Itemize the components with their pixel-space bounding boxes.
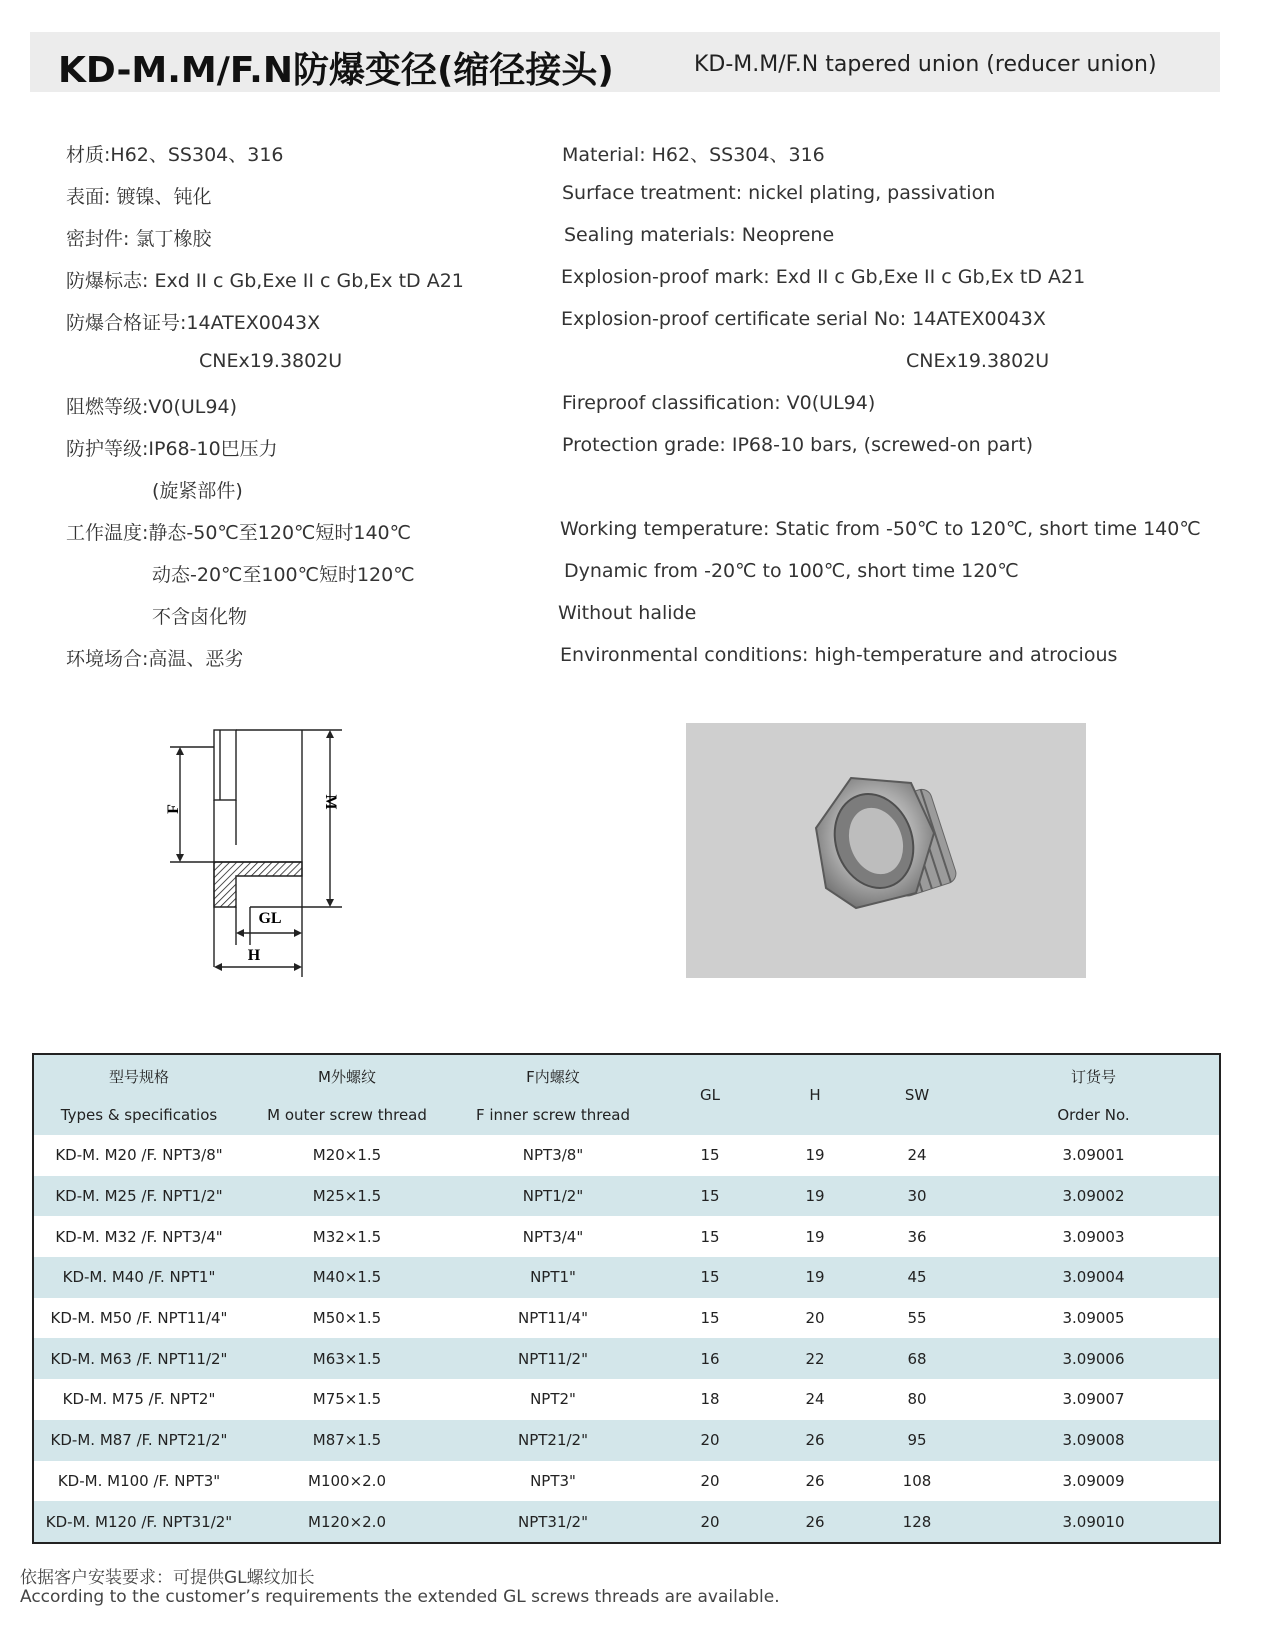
table-row <box>34 1338 1219 1379</box>
label-m: M <box>322 794 339 810</box>
cell-f-thread: NPT3" <box>530 1471 576 1490</box>
cell-type: KD-M. M100 /F. NPT3" <box>57 1471 221 1490</box>
cell-type: KD-M. M32 /F. NPT3/4" <box>55 1227 223 1246</box>
spec-en-seal: Sealing materials: Neoprene <box>564 224 835 246</box>
cell-f-thread: NPT11/2" <box>517 1349 588 1368</box>
col-header-type <box>34 1055 244 1135</box>
cell-h: 26 <box>805 1512 825 1531</box>
footer-note-cn: 依据客户安装要求：可提供GL螺纹加长 <box>20 1568 315 1588</box>
cell-sw: 55 <box>907 1309 927 1328</box>
cell-sw: 36 <box>907 1227 927 1246</box>
cell-sw: 45 <box>907 1268 927 1287</box>
table-row <box>34 1501 1219 1542</box>
cell-order-no: 3.09001 <box>1062 1146 1125 1165</box>
spec-cn-halide: 不含卤化物 <box>152 606 248 628</box>
cell-order-no: 3.09003 <box>1062 1227 1125 1246</box>
cell-sw: 95 <box>907 1431 927 1450</box>
spec-en-protection: Protection grade: IP68-10 bars, (screwed-on part) <box>562 434 1034 456</box>
spec-en-explosion-mark: Explosion-proof mark: Exd II c Gb,Exe II c Gb,Ex tD A21 <box>561 266 1086 288</box>
page-subtitle: KD-M.M/F.N tapered union (reducer union) <box>694 52 1157 77</box>
col-header-f-thread-en: F inner screw thread <box>475 1106 631 1124</box>
spec-cn-certificate-2: CNEx19.3802U <box>199 350 343 372</box>
cell-h: 22 <box>805 1349 825 1368</box>
col-header-m-thread-zh: M外螺纹 <box>318 1068 376 1086</box>
label-f: F <box>165 804 182 814</box>
cell-gl: 16 <box>700 1349 720 1368</box>
cell-sw: 68 <box>907 1349 927 1368</box>
label-gl: GL <box>258 910 282 927</box>
spec-en-certificate-2: CNEx19.3802U <box>906 350 1050 372</box>
cell-order-no: 3.09008 <box>1062 1431 1125 1450</box>
spec-en-halide: Without halide <box>558 602 697 624</box>
page-title: KD-M.M/F.N防爆变径(缩径接头) <box>58 50 614 91</box>
col-header-h: H <box>809 1086 821 1104</box>
cell-order-no: 3.09002 <box>1062 1187 1125 1206</box>
spec-en-certificate: Explosion-proof certificate serial No: 14ATEX0043X <box>561 308 1046 330</box>
table-header-row <box>34 1055 1219 1135</box>
cell-h: 20 <box>805 1309 825 1328</box>
spec-en-material: Material: H62、SS304、316 <box>562 144 825 166</box>
spec-en-surface: Surface treatment: nickel plating, passivation <box>562 182 996 204</box>
cell-order-no: 3.09010 <box>1062 1512 1125 1531</box>
cell-f-thread: NPT1/2" <box>522 1187 584 1206</box>
cell-type: KD-M. M40 /F. NPT1" <box>62 1268 216 1287</box>
spec-table <box>32 1053 1221 1544</box>
cell-f-thread: NPT3/8" <box>522 1146 584 1165</box>
spec-cn-explosion-mark: 防爆标志: Exd II c Gb,Exe II c Gb,Ex tD A21 <box>66 270 464 292</box>
table-row <box>34 1379 1219 1420</box>
cell-type: KD-M. M87 /F. NPT21/2" <box>50 1431 228 1450</box>
col-header-sw: SW <box>904 1086 930 1104</box>
dimension-drawing <box>150 715 350 985</box>
cell-order-no: 3.09007 <box>1062 1390 1125 1409</box>
table-row <box>34 1135 1219 1176</box>
cell-m-thread: M75×1.5 <box>312 1390 382 1409</box>
footer-note-en: According to the customer’s requirements the extended GL screws threads are available. <box>20 1587 780 1607</box>
cell-f-thread: NPT11/4" <box>517 1309 588 1328</box>
dimension-arrows <box>176 730 334 971</box>
cell-sw: 128 <box>902 1512 932 1531</box>
spec-en-temperature-2: Dynamic from -20℃ to 100℃, short time 120℃ <box>564 560 1019 582</box>
spec-cn-surface: 表面: 镀镍、钝化 <box>66 186 212 208</box>
cell-gl: 15 <box>700 1187 720 1206</box>
spec-cn-protection-2: (旋紧部件) <box>152 480 243 502</box>
cell-type: KD-M. M75 /F. NPT2" <box>62 1390 216 1409</box>
cell-h: 26 <box>805 1431 825 1450</box>
spec-cn-temperature: 工作温度:静态-50℃至120℃短时140℃ <box>66 522 411 544</box>
cell-h: 19 <box>805 1268 825 1287</box>
cell-h: 24 <box>805 1390 825 1409</box>
cell-sw: 24 <box>907 1146 927 1165</box>
cell-type: KD-M. M25 /F. NPT1/2" <box>55 1187 223 1206</box>
cell-gl: 15 <box>700 1146 720 1165</box>
dimension-drawing-svg <box>150 715 350 985</box>
table-row <box>34 1461 1219 1502</box>
cell-f-thread: NPT1" <box>530 1268 576 1287</box>
spec-en-environment: Environmental conditions: high-temperature and atrocious <box>560 644 1118 666</box>
cell-h: 19 <box>805 1146 825 1165</box>
cell-type: KD-M. M20 /F. NPT3/8" <box>55 1146 223 1165</box>
product-photo <box>686 723 1086 978</box>
spec-en-fireproof: Fireproof classification: V0(UL94) <box>562 392 876 414</box>
cell-f-thread: NPT21/2" <box>517 1431 588 1450</box>
cell-m-thread: M63×1.5 <box>312 1349 382 1368</box>
table-row <box>34 1216 1219 1257</box>
spec-cn-material: 材质:H62、SS304、316 <box>66 144 284 166</box>
cell-h: 19 <box>805 1187 825 1206</box>
cell-m-thread: M32×1.5 <box>312 1227 382 1246</box>
spec-cn-certificate: 防爆合格证号:14ATEX0043X <box>66 312 321 334</box>
col-header-f-thread-zh: F内螺纹 <box>526 1068 580 1086</box>
hatched-section <box>214 862 302 907</box>
label-h: H <box>247 947 261 964</box>
cell-order-no: 3.09006 <box>1062 1349 1125 1368</box>
cell-m-thread: M25×1.5 <box>312 1187 382 1206</box>
spec-cn-fireproof: 阻燃等级:V0(UL94) <box>66 396 237 418</box>
spec-cn-environment: 环境场合:高温、恶劣 <box>66 648 244 670</box>
cell-sw: 80 <box>907 1390 927 1409</box>
col-header-f-thread <box>450 1055 656 1135</box>
cell-f-thread: NPT3/4" <box>522 1227 584 1246</box>
reducer-union-image <box>686 723 1086 978</box>
cell-gl: 15 <box>700 1309 720 1328</box>
table-row <box>34 1420 1219 1461</box>
col-header-order-no <box>968 1055 1219 1135</box>
cell-m-thread: M20×1.5 <box>312 1146 382 1165</box>
cell-sw: 108 <box>902 1471 932 1490</box>
cell-order-no: 3.09005 <box>1062 1309 1125 1328</box>
cell-gl: 20 <box>700 1471 720 1490</box>
drawing-outline <box>170 730 342 977</box>
cell-order-no: 3.09009 <box>1062 1471 1125 1490</box>
table-row <box>34 1176 1219 1217</box>
col-header-gl: GL <box>700 1086 720 1104</box>
cell-h: 19 <box>805 1227 825 1246</box>
spec-cn-protection: 防护等级:IP68-10巴压力 <box>66 438 278 460</box>
col-header-order-no-zh: 订货号 <box>1070 1068 1116 1086</box>
cell-gl: 20 <box>700 1512 720 1531</box>
cell-type: KD-M. M50 /F. NPT11/4" <box>50 1309 228 1328</box>
cell-gl: 20 <box>700 1431 720 1450</box>
cell-f-thread: NPT31/2" <box>517 1512 588 1531</box>
cell-gl: 15 <box>700 1227 720 1246</box>
cell-m-thread: M87×1.5 <box>312 1431 382 1450</box>
title-bar <box>30 32 1220 92</box>
col-header-m-thread <box>244 1055 450 1135</box>
cell-f-thread: NPT2" <box>530 1390 576 1409</box>
cell-m-thread: M40×1.5 <box>312 1268 382 1287</box>
cell-order-no: 3.09004 <box>1062 1268 1125 1287</box>
cell-gl: 18 <box>700 1390 720 1409</box>
col-header-type-zh: 型号规格 <box>108 1068 169 1086</box>
cell-sw: 30 <box>907 1187 927 1206</box>
table-row <box>34 1298 1219 1339</box>
col-header-m-thread-en: M outer screw thread <box>267 1106 427 1124</box>
table-row <box>34 1257 1219 1298</box>
cell-type: KD-M. M120 /F. NPT31/2" <box>45 1512 233 1531</box>
spec-cn-temperature-2: 动态-20℃至100℃短时120℃ <box>152 564 415 586</box>
spec-cn-seal: 密封件: 氯丁橡胶 <box>66 228 212 250</box>
col-header-type-en: Types & specificatios <box>60 1106 218 1124</box>
cell-m-thread: M100×2.0 <box>308 1471 386 1490</box>
cell-m-thread: M120×2.0 <box>308 1512 386 1531</box>
spec-en-temperature: Working temperature: Static from -50℃ to 120℃, short time 140℃ <box>560 518 1201 540</box>
cell-type: KD-M. M63 /F. NPT11/2" <box>50 1349 228 1368</box>
col-header-order-no-en: Order No. <box>1057 1106 1130 1124</box>
cell-h: 26 <box>805 1471 825 1490</box>
cell-m-thread: M50×1.5 <box>312 1309 382 1328</box>
cell-gl: 15 <box>700 1268 720 1287</box>
